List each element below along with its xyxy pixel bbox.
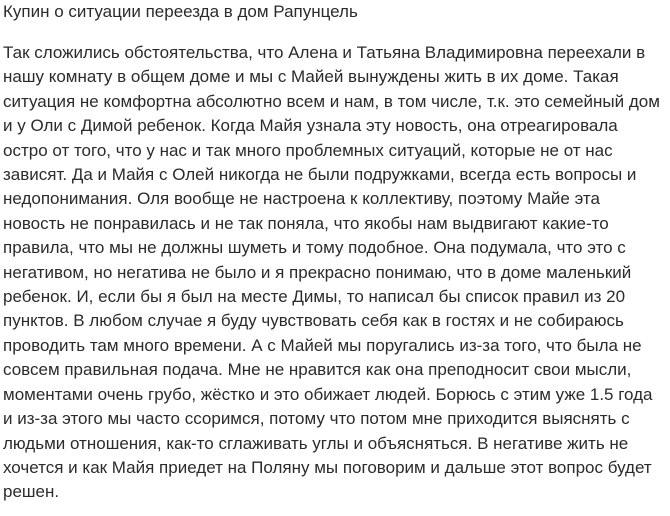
text-line: совсем правильная подача. Мне не нравится как она преподносит свои мысли, bbox=[3, 360, 632, 380]
text-line: новость не понравилась и не так поняла, что якобы нам выдвигают какие-то bbox=[3, 213, 609, 233]
text-line: моментами очень грубо, жёстко и это обижает людей. Борюсь с этим уже 1.5 года bbox=[3, 384, 653, 404]
text-line: хочется и как Майя приедет на Поляну мы поговорим и дальше этот вопрос будет bbox=[3, 457, 652, 477]
article-body bbox=[3, 41, 665, 505]
text-line: остро от того, что у нас и так много проблемных ситуаций, которые не от нас bbox=[3, 140, 613, 160]
text-line: людьми отношения, как-то сглаживать углы и объясняться. В негативе жить не bbox=[3, 433, 629, 453]
article-title: Купин о ситуации переезда в дом Рапунцель bbox=[3, 2, 358, 21]
text-line: нашу комнату в общем доме и мы с Майей вынуждены жить в их доме. Такая bbox=[3, 67, 619, 87]
text-line: Так сложились обстоятельства, что Алена и Татьяна Владимировна переехали в bbox=[3, 43, 646, 62]
article bbox=[3, 0, 665, 505]
text-line: решен. bbox=[3, 482, 60, 502]
text-line: недопонимания. Оля вообще не настроена к коллективу, поэтому Майе эта bbox=[3, 189, 600, 209]
text-line: проводить там много времени. А с Майей мы поругались из-за того, что была не bbox=[3, 335, 642, 355]
text-line: зависят. Да и Майя с Олей никогда не были подружками, всегда есть вопросы и bbox=[3, 165, 637, 185]
text-line: пунктов. В любом случае я буду чувствовать себя как в гостях и не собираюсь bbox=[3, 311, 624, 331]
text-line: и из-за этого мы часто ссоримся, потому что потом мне приходится выяснять с bbox=[3, 409, 630, 429]
text-line: правила, что мы не должны шуметь и тому подобное. Она подумала, что это с bbox=[3, 238, 626, 258]
text-line: негативом, но негатива не было и я прекрасно понимаю, что в доме маленький bbox=[3, 262, 632, 282]
text-line: и у Оли с Димой ребенок. Когда Майя узнала эту новость, она отреагировала bbox=[3, 116, 618, 136]
text-line: ребенок. И, если бы я был на месте Димы, то написал бы список правил из 20 bbox=[3, 287, 626, 307]
text-line: ситуация не комфортна абсолютно всем и нам, в том числе, т.к. это семейный дом bbox=[3, 91, 660, 111]
